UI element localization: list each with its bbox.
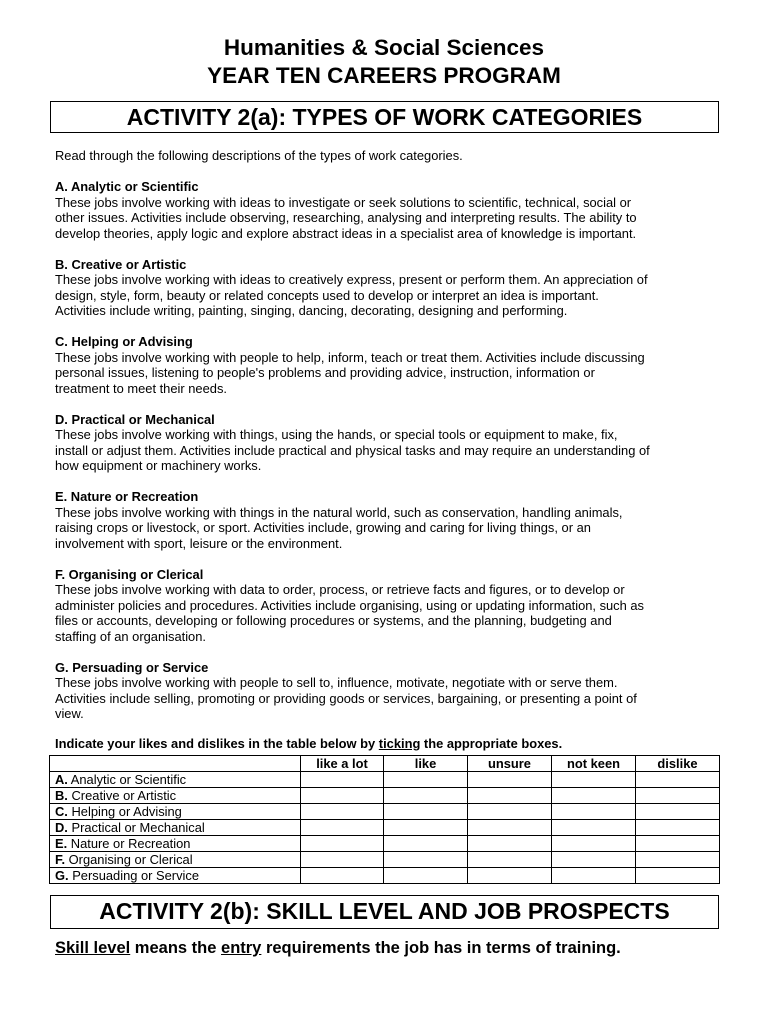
- category-title: B. Creative or Artistic: [55, 256, 187, 272]
- category-description-line: administer policies and procedures. Activities include organising, using or updating information, such as: [55, 597, 644, 613]
- tick-box[interactable]: [636, 772, 720, 788]
- tick-box[interactable]: [552, 804, 636, 820]
- category-description-line: Activities include selling, promoting or providing goods or services, bargaining, or presenting a point of: [55, 690, 637, 706]
- activity-2b-title: ACTIVITY 2(b): SKILL LEVEL AND JOB PROSPECTS: [50, 895, 719, 929]
- category-description-line: install or adjust them. Activities include practical and physical tasks and may require an understanding of: [55, 442, 650, 458]
- tick-box[interactable]: [301, 852, 384, 868]
- row-label: [50, 836, 301, 852]
- table-column-header: like: [384, 756, 468, 772]
- header-program: YEAR TEN CAREERS PROGRAM: [207, 63, 561, 88]
- skill-text-2: requirements the job has in terms of training.: [261, 939, 621, 957]
- skill-text-1: means the: [130, 939, 222, 957]
- category-description-line: These jobs involve working with people to help, inform, teach or treat them. Activities include discussing: [55, 349, 645, 365]
- category-title: E. Nature or Recreation: [55, 489, 199, 504]
- tick-box[interactable]: [636, 820, 720, 836]
- row-letter: B.: [55, 787, 68, 803]
- row-letter: F.: [55, 851, 66, 867]
- category-title: A. Analytic or Scientific: [55, 179, 199, 194]
- table-column-header: dislike: [636, 756, 720, 772]
- tick-box[interactable]: [301, 820, 384, 836]
- category-description-line: personal issues, listening to people's problems and providing advice, instruction, information or: [55, 365, 595, 380]
- tick-box[interactable]: [468, 804, 552, 820]
- tick-box[interactable]: [636, 852, 720, 868]
- row-label: [50, 804, 301, 820]
- category-description-line: raising crops or livestock, or sport. Activities include, growing and caring for living things, or an: [55, 520, 591, 535]
- skill-level-definition: [55, 937, 621, 959]
- table-row: [50, 804, 720, 820]
- category-description-line: These jobs involve working with things in the natural world, such as conservation, handling animals,: [55, 504, 623, 520]
- row-category-name: Nature or Recreation: [70, 835, 191, 851]
- category-block: [55, 257, 720, 319]
- preferences-table: [49, 755, 720, 884]
- category-description-line: involvement with sport, leisure or the environment.: [55, 535, 343, 551]
- row-label: [50, 788, 301, 804]
- tick-box[interactable]: [468, 836, 552, 852]
- category-block: [55, 660, 720, 722]
- tick-box[interactable]: [384, 788, 468, 804]
- tick-box[interactable]: [301, 804, 384, 820]
- tick-box[interactable]: [301, 836, 384, 852]
- category-description-line: treatment to meet their needs.: [55, 380, 227, 396]
- tick-box[interactable]: [384, 804, 468, 820]
- table-body: [50, 772, 720, 884]
- tick-box[interactable]: [384, 868, 468, 884]
- tick-box[interactable]: [552, 772, 636, 788]
- table-header-blank: [50, 756, 301, 772]
- row-category-name: Creative or Artistic: [71, 787, 177, 803]
- category-description-line: files or accounts, developing or following procedures or systems, and the planning, budgeting and: [55, 613, 612, 628]
- category-title: C. Helping or Advising: [55, 334, 193, 349]
- intro-text: Read through the following descriptions of the types of work categories.: [55, 148, 463, 163]
- tick-box[interactable]: [384, 852, 468, 868]
- instruction-underlined: ticking: [378, 736, 421, 751]
- row-letter: G.: [55, 867, 69, 883]
- category-description-line: view.: [55, 706, 84, 721]
- table-row: [50, 868, 720, 884]
- row-label: [50, 852, 301, 868]
- category-description-line: other issues. Activities include observing, researching, analysing and interpreting results. The ability to: [55, 210, 637, 225]
- category-block: [55, 334, 720, 396]
- tick-box[interactable]: [552, 820, 636, 836]
- row-category-name: Practical or Mechanical: [71, 819, 205, 835]
- tick-box[interactable]: [552, 836, 636, 852]
- category-title: G. Persuading or Service: [55, 659, 209, 675]
- tick-box[interactable]: [301, 772, 384, 788]
- table-column-header: unsure: [468, 756, 552, 772]
- row-category-name: Helping or Advising: [71, 803, 182, 819]
- category-title: D. Practical or Mechanical: [55, 411, 215, 427]
- table-row: [50, 820, 720, 836]
- category-description-line: design, style, form, beauty or related concepts used to develop or interpret an idea is important.: [55, 287, 599, 303]
- category-description-line: These jobs involve working with things, using the hands, or special tools or equipment to make, fix,: [55, 427, 618, 442]
- table-row: [50, 788, 720, 804]
- tick-box[interactable]: [301, 788, 384, 804]
- row-label: [50, 772, 301, 788]
- tick-box[interactable]: [468, 772, 552, 788]
- category-block: [55, 567, 720, 645]
- category-description-line: These jobs involve working with people to sell to, influence, motivate, negotiate with or serve them.: [55, 675, 618, 690]
- activity-2a-content: [55, 148, 720, 752]
- tick-box[interactable]: [636, 836, 720, 852]
- category-description-line: These jobs involve working with ideas to creatively express, present or perform them. An appreciation of: [55, 272, 648, 287]
- row-letter: D.: [55, 819, 68, 835]
- table-column-header: not keen: [552, 756, 636, 772]
- tick-box[interactable]: [636, 868, 720, 884]
- row-label: [50, 868, 301, 884]
- category-block: [55, 412, 720, 474]
- row-label: [50, 820, 301, 836]
- table-header-row: [50, 756, 720, 772]
- tick-box[interactable]: [552, 852, 636, 868]
- row-letter: C.: [55, 803, 68, 819]
- tick-box[interactable]: [384, 772, 468, 788]
- category-description-line: how equipment or machinery works.: [55, 458, 262, 473]
- tick-box[interactable]: [384, 836, 468, 852]
- table-row: [50, 852, 720, 868]
- table-instruction: [55, 736, 720, 752]
- category-description-line: develop theories, apply logic and explore abstract ideas in a specialist area of knowledge is important.: [55, 225, 637, 241]
- table-row: [50, 836, 720, 852]
- tick-box[interactable]: [636, 788, 720, 804]
- tick-box[interactable]: [301, 868, 384, 884]
- tick-box[interactable]: [552, 868, 636, 884]
- instruction-before: Indicate your likes and dislikes in the table below by: [55, 736, 379, 751]
- tick-box[interactable]: [384, 820, 468, 836]
- category-block: [55, 489, 720, 551]
- tick-box[interactable]: [552, 788, 636, 804]
- tick-box[interactable]: [636, 804, 720, 820]
- row-category-name: Organising or Clerical: [68, 851, 193, 867]
- category-block: [55, 179, 720, 241]
- category-list: [55, 179, 720, 722]
- tick-box[interactable]: [468, 820, 552, 836]
- row-category-name: Analytic or Scientific: [70, 771, 187, 787]
- table-row: [50, 772, 720, 788]
- tick-box[interactable]: [468, 868, 552, 884]
- instruction-after: the appropriate boxes.: [420, 736, 563, 751]
- tick-box[interactable]: [468, 852, 552, 868]
- category-description-line: staffing of an organisation.: [55, 628, 206, 644]
- tick-box[interactable]: [468, 788, 552, 804]
- entry-term: entry: [221, 939, 262, 957]
- activity-2a-title: ACTIVITY 2(a): TYPES OF WORK CATEGORIES: [50, 101, 719, 133]
- category-description-line: Activities include writing, painting, singing, dancing, decorating, designing and performing.: [55, 303, 568, 318]
- table-column-header: like a lot: [301, 756, 384, 772]
- row-category-name: Persuading or Service: [72, 867, 200, 883]
- skill-level-term: Skill level: [55, 939, 131, 957]
- row-letter: E.: [55, 835, 68, 851]
- category-title: F. Organising or Clerical: [55, 566, 204, 582]
- document-header: [0, 34, 768, 90]
- category-description-line: These jobs involve working with ideas to investigate or seek solutions to scientific, technical, social or: [55, 194, 632, 210]
- row-letter: A.: [55, 771, 68, 787]
- category-description-line: These jobs involve working with data to order, process, or retrieve facts and figures, or to develop or: [55, 582, 625, 597]
- header-subject: Humanities & Social Sciences: [223, 35, 545, 60]
